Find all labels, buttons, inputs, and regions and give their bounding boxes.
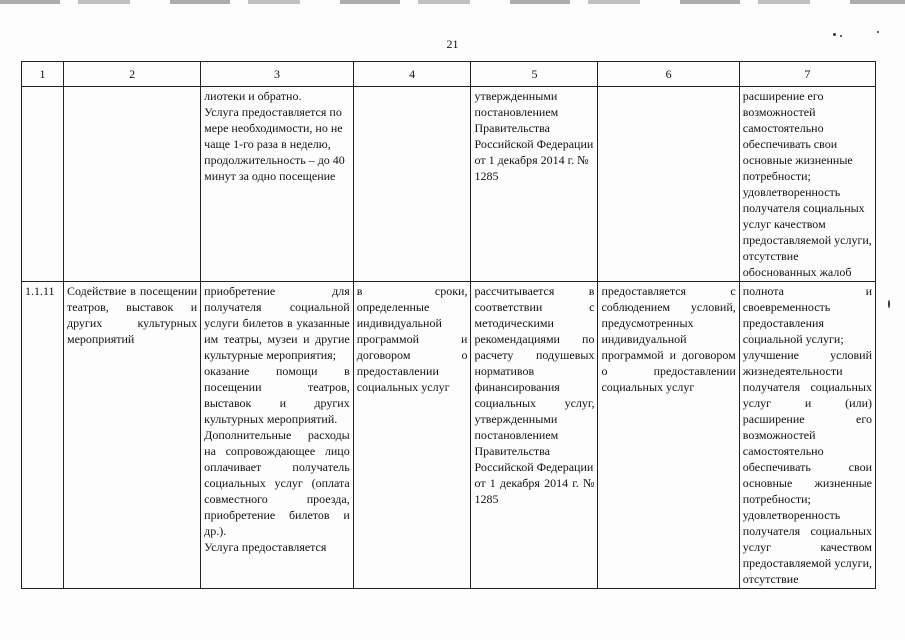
column-header-5: 5 — [471, 62, 598, 87]
cell-service-description: приобретение для получателя социальной услуги билетов в указанные им театры, музеи и другие культурные мероприятия; оказание помощи в посещении театров, выставок и других культурных мероприятий. Дополнительные расходы на сопровождающее лицо оплачивает получатель социальных услуг (оплата совместного проезда, приобретение билетов и др.). Услуга предоставляется — [201, 282, 354, 589]
cell-number: 1.1.11 — [22, 282, 64, 589]
cell-service-name: Содействие в посещении театров, выставок и других культурных мероприятий — [63, 282, 200, 589]
cell-quality-indicators: расширение его возможностей самостоятельно обеспечивать свои основные жизненные потребности; удовлетворенность получателя социальных услуг качеством предоставляемой услуги, отсутствие обоснованных жалоб — [739, 87, 875, 282]
table-row — [22, 282, 876, 589]
cell-conditions: предоставляется с соблюдением условий, предусмотренных индивидуальной программой и договором о предоставлении социальных услуг — [598, 282, 739, 589]
header-row — [22, 62, 876, 87]
scan-edge-artifact — [0, 0, 905, 4]
column-header-1: 1 — [22, 62, 64, 87]
cell-service-name — [63, 87, 200, 282]
column-header-4: 4 — [353, 62, 471, 87]
cell-service-description: лиотеки и обратно. Услуга предоставляется по мере необходимости, но не чаще 1-го раза в неделю, продолжительность – до 40 минут за одно посещение — [201, 87, 354, 282]
cell-quality-indicators: полнота и своевременность предоставления социальной услуги; улучшение условий жизнедеятельности получателя социальных услуг и (или) расширение его возможностей самостоятельно обеспечивать свои основные жизненные потребности; удовлетворенность получателя социальных услуг качеством предоставляемой услуги, отсутствие — [739, 282, 875, 589]
cell-tariff: рассчитывается в соответствии с методическими рекомендациями по расчету подушевых нормативов финансирования социальных услуг, утвержденными постановлением Правительства Российской Федерации от 1 декабря 2014 г. № 1285 — [471, 282, 598, 589]
column-header-7: 7 — [739, 62, 875, 87]
column-header-2: 2 — [63, 62, 200, 87]
table-row — [22, 87, 876, 282]
scan-speck — [833, 33, 836, 36]
column-header-3: 3 — [201, 62, 354, 87]
scan-speck — [877, 31, 879, 33]
services-table — [21, 61, 876, 589]
cell-timing: в сроки, определенные индивидуальной программой и договором о предоставлении социальных услуг — [353, 282, 471, 589]
column-header-6: 6 — [598, 62, 739, 87]
cell-conditions — [598, 87, 739, 282]
scan-speck — [888, 300, 890, 308]
cell-number — [22, 87, 64, 282]
cell-tariff: утвержденными постановлением Правительства Российской Федерации от 1 декабря 2014 г. № 1285 — [471, 87, 598, 282]
page-number: 21 — [446, 37, 459, 51]
cell-timing — [353, 87, 471, 282]
